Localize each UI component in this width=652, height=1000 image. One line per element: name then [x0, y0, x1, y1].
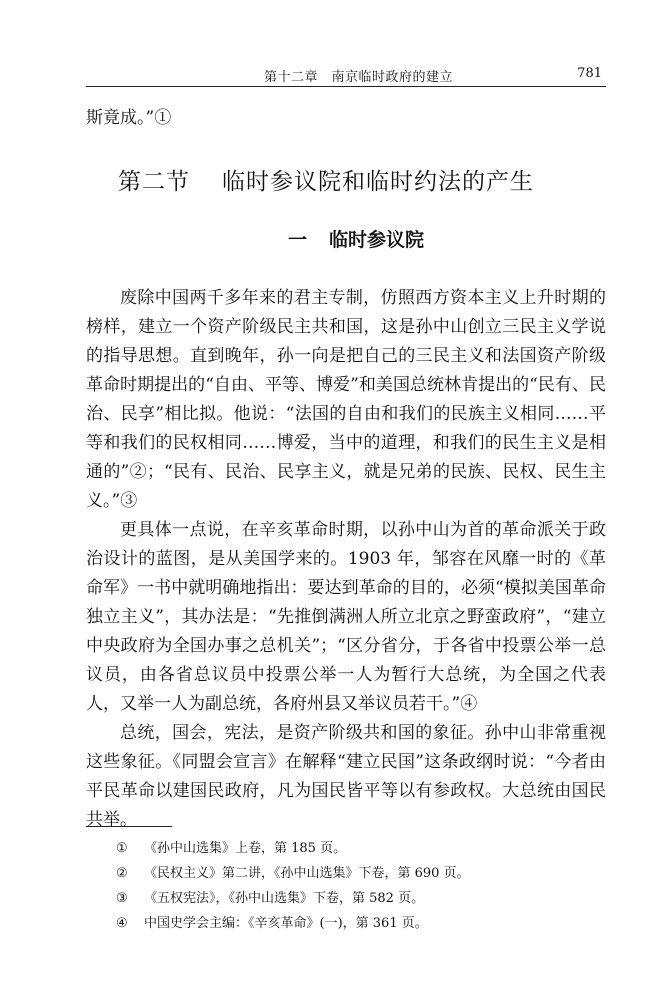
subsection-title-text: 临时参议院 [329, 229, 425, 251]
footnote-text: 《孙中山选集》上卷，第 185 页。 [144, 841, 347, 856]
section-heading [0, 163, 652, 196]
footnote-mark: ② [116, 866, 128, 881]
body-text [86, 284, 606, 835]
subsection-number: 一 [287, 229, 307, 251]
footnote-mark: ③ [116, 891, 128, 906]
footnote-item [116, 861, 606, 886]
paragraph: 总统，国会，宪法，是资产阶级共和国的象征。孙中山非常重视这些象征。《同盟会宣言》在解释“建立民国”这条政纲时说：“今者由平民革命以建国民政府，凡为国民皆平等以有参政权。大总统由国民共举。 [86, 723, 606, 830]
chapter-running-title: 第十二章 南京临时政府的建立 [264, 70, 454, 85]
page-number: 781 [577, 66, 602, 81]
section-number: 第二节 [118, 169, 190, 195]
footnote-text: 《五权宪法》，《孙中山选集》下卷，第 582 页。 [144, 891, 425, 906]
footnote-text: 中国史学会主编：《辛亥革命》(一)，第 361 页。 [144, 916, 428, 931]
footnote-mark: ④ [116, 916, 128, 931]
subsection-heading [0, 225, 652, 252]
paragraph: 更具体一点说，在辛亥革命时期，以孙中山为首的革命派关于政治设计的蓝图，是从美国学来的。1903 年，邹容在风靡一时的《革命军》一书中就明确地指出：要达到革命的目的，必须“模拟美国革命独立主义”，其办法是：“先推倒满洲人所立北京之野蛮政府”，“建立中央政府为全国办事之总机关”；“区分省分，于各省中投票公举一总议员，由各省总议员中投票公举一人为暂行大总统，为全国之代表人，又举一人为副总统，各府州县又举议员若干。”④ [86, 520, 606, 714]
carryover-text: 斯竟成。”① [86, 108, 172, 128]
footnotes [116, 836, 606, 936]
footnote-item [116, 911, 606, 936]
running-header [86, 64, 606, 87]
footnote-item [116, 836, 606, 861]
footnote-text: 《民权主义》第二讲，《孙中山选集》下卷，第 690 页。 [144, 866, 470, 881]
footnote-mark: ① [116, 841, 128, 856]
paragraph: 废除中国两千多年来的君主专制，仿照西方资本主义上升时期的榜样，建立一个资产阶级民主共和国，这是孙中山创立三民主义学说的指导思想。直到晚年，孙一向是把自己的三民主义和法国资产阶级革命时期提出的“自由、平等、博爱”和美国总统林肯提出的“民有、民治、民享”相比拟。他说：“法国的自由和我们的民族主义相同……平等和我们的民权相同……博爱，当中的道理，和我们的民生主义是相通的”②；“民有、民治、民享主义，就是兄弟的民族、民权、民生主义。”③ [86, 288, 606, 511]
section-title-text: 临时参议院和临时约法的产生 [222, 169, 534, 195]
footnote-divider [86, 826, 172, 827]
footnote-item [116, 886, 606, 911]
